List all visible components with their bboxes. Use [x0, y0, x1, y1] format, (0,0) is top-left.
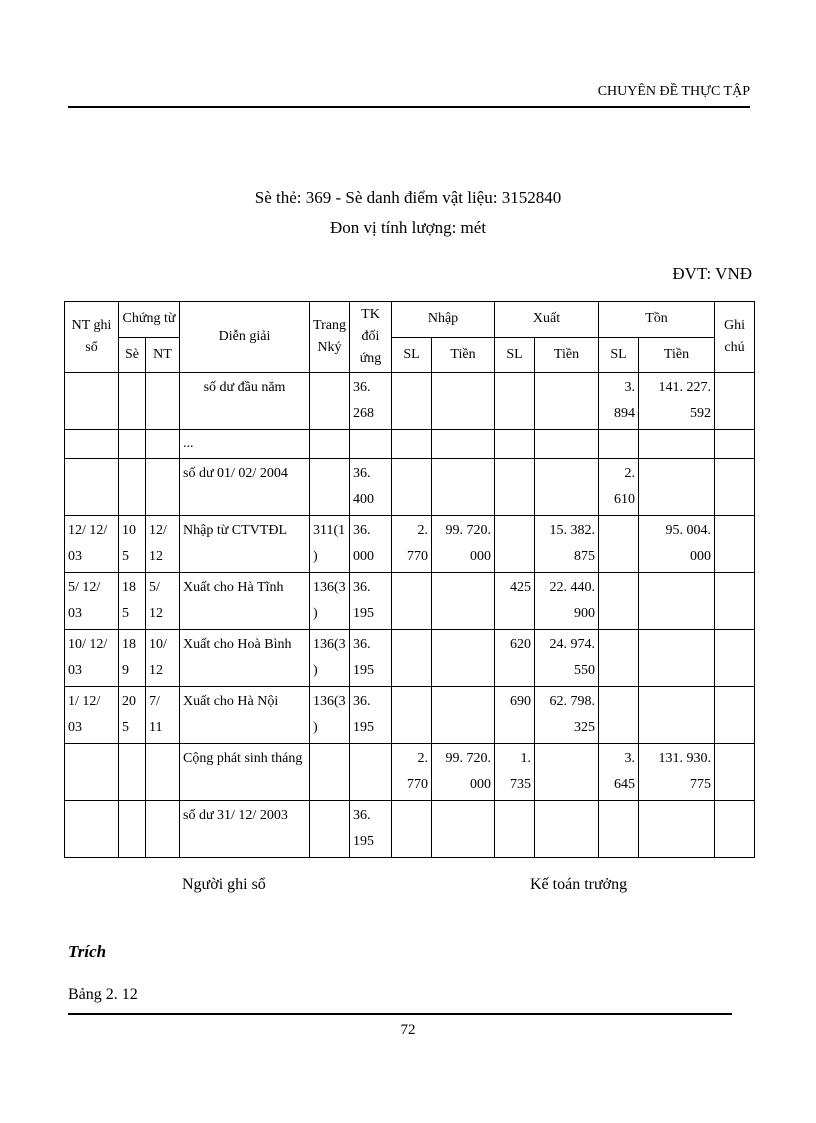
header-row-secondary — [65, 337, 755, 373]
col-trang-nky: Trang Nký — [310, 302, 350, 373]
cell-dien-giai: ... — [180, 430, 310, 459]
cell-so: 205 — [119, 687, 146, 744]
col-nhap-sl: SL — [392, 337, 432, 373]
col-nhap-tien: Tiền — [432, 337, 495, 373]
cell-trang — [310, 801, 350, 858]
cell-nhap-sl — [392, 459, 432, 516]
cell-nt-ghi-so — [65, 801, 119, 858]
inventory-ledger-table — [64, 301, 755, 858]
cell-nt-ghi-so — [65, 744, 119, 801]
cell-nt: 12/ 12 — [146, 516, 180, 573]
cell-nt — [146, 430, 180, 459]
cell-tk: 36. 195 — [350, 801, 392, 858]
col-xuat-sl: SL — [495, 337, 535, 373]
cell-ghi-chu — [715, 630, 755, 687]
cell-ton-sl: 2. 610 — [599, 459, 639, 516]
cell-nhap-sl: 2. 770 — [392, 744, 432, 801]
cell-nhap-tien — [432, 630, 495, 687]
col-xuat: Xuất — [495, 302, 599, 338]
cell-xuat-sl — [495, 516, 535, 573]
table-row — [65, 687, 755, 744]
cell-tk: 36. 268 — [350, 373, 392, 430]
cell-nt-ghi-so — [65, 373, 119, 430]
cell-nt — [146, 801, 180, 858]
cell-nt-ghi-so: 10/ 12/ 03 — [65, 630, 119, 687]
cell-ghi-chu — [715, 373, 755, 430]
cell-tk: 36. 195 — [350, 630, 392, 687]
cell-ton-tien — [639, 459, 715, 516]
cell-trang: 311(1) — [310, 516, 350, 573]
table-row — [65, 744, 755, 801]
cell-trang — [310, 459, 350, 516]
col-nt-ghi-so: NT ghi sổ — [65, 302, 119, 373]
cell-ton-sl — [599, 687, 639, 744]
excerpt-label: Trích — [68, 942, 107, 961]
cell-ghi-chu — [715, 459, 755, 516]
document-header-title: CHUYÊN ĐỀ THỰC TẬP — [597, 84, 750, 99]
cell-ghi-chu — [715, 573, 755, 630]
cell-dien-giai: Xuất cho Hà Nội — [180, 687, 310, 744]
card-title: Sè thẻ: 369 - Sè danh điểm vật liệu: 3152840 — [254, 188, 562, 207]
cell-ton-sl — [599, 801, 639, 858]
cell-ghi-chu — [715, 430, 755, 459]
cell-trang — [310, 744, 350, 801]
cell-xuat-sl: 690 — [495, 687, 535, 744]
cell-trang: 136(3) — [310, 630, 350, 687]
cell-dien-giai: Xuất cho Hoà Bình — [180, 630, 310, 687]
table-caption: Bảng 2. 12 — [68, 986, 138, 1003]
cell-nhap-sl — [392, 687, 432, 744]
cell-so: 105 — [119, 516, 146, 573]
cell-xuat-sl — [495, 430, 535, 459]
col-nhap: Nhập — [392, 302, 495, 338]
cell-ton-tien — [639, 573, 715, 630]
cell-trang: 136(3) — [310, 573, 350, 630]
cell-xuat-tien — [535, 430, 599, 459]
cell-ton-sl: 3. 645 — [599, 744, 639, 801]
cell-nt — [146, 459, 180, 516]
table-row — [65, 573, 755, 630]
cell-nhap-sl — [392, 373, 432, 430]
cell-nhap-sl — [392, 630, 432, 687]
cell-xuat-tien — [535, 801, 599, 858]
cell-xuat-sl — [495, 801, 535, 858]
table-row — [65, 516, 755, 573]
cell-nhap-tien: 99. 720. 000 — [432, 744, 495, 801]
cell-xuat-tien — [535, 744, 599, 801]
cell-dien-giai: Xuất cho Hà Tĩnh — [180, 573, 310, 630]
signature-chief-accountant: Kế toán trưởng — [530, 876, 628, 893]
cell-nt-ghi-so: 5/ 12/ 03 — [65, 573, 119, 630]
cell-dien-giai: số dư 01/ 02/ 2004 — [180, 459, 310, 516]
cell-so: 189 — [119, 630, 146, 687]
cell-tk: 36. 000 — [350, 516, 392, 573]
table-row — [65, 373, 755, 430]
cell-tk: 36. 195 — [350, 687, 392, 744]
cell-nt-ghi-so: 12/ 12/ 03 — [65, 516, 119, 573]
col-ton-sl: SL — [599, 337, 639, 373]
table-row — [65, 630, 755, 687]
cell-ghi-chu — [715, 687, 755, 744]
cell-ton-tien: 131. 930. 775 — [639, 744, 715, 801]
cell-nhap-tien — [432, 373, 495, 430]
cell-nhap-sl — [392, 801, 432, 858]
cell-nhap-tien — [432, 459, 495, 516]
cell-dien-giai: số dư đầu năm — [180, 373, 310, 430]
cell-ton-tien: 95. 004. 000 — [639, 516, 715, 573]
cell-so — [119, 373, 146, 430]
cell-nhap-sl: 2. 770 — [392, 516, 432, 573]
cell-trang — [310, 430, 350, 459]
cell-tk: 36. 400 — [350, 459, 392, 516]
cell-ton-sl — [599, 430, 639, 459]
cell-ton-tien — [639, 687, 715, 744]
cell-xuat-sl — [495, 459, 535, 516]
cell-ton-tien: 141. 227. 592 — [639, 373, 715, 430]
cell-xuat-tien: 24. 974. 550 — [535, 630, 599, 687]
cell-nt-ghi-so: 1/ 12/ 03 — [65, 687, 119, 744]
col-ghi-chu: Ghi chú — [715, 302, 755, 373]
table-row — [65, 430, 755, 459]
col-ton-tien: Tiền — [639, 337, 715, 373]
page-number: 72 — [400, 1022, 416, 1038]
cell-xuat-sl: 1. 735 — [495, 744, 535, 801]
cell-nhap-tien — [432, 430, 495, 459]
cell-ton-sl — [599, 516, 639, 573]
cell-nt-ghi-so — [65, 459, 119, 516]
cell-nhap-tien — [432, 687, 495, 744]
cell-ghi-chu — [715, 744, 755, 801]
table-row — [65, 459, 755, 516]
col-dien-giai: Diễn giải — [180, 302, 310, 373]
cell-trang: 136(3) — [310, 687, 350, 744]
cell-xuat-sl — [495, 373, 535, 430]
table-row — [65, 801, 755, 858]
cell-nt — [146, 373, 180, 430]
cell-nhap-sl — [392, 430, 432, 459]
header-row-primary — [65, 302, 755, 338]
cell-nhap-tien — [432, 801, 495, 858]
cell-so — [119, 430, 146, 459]
cell-xuat-tien: 62. 798. 325 — [535, 687, 599, 744]
cell-ton-tien — [639, 801, 715, 858]
cell-so: 185 — [119, 573, 146, 630]
cell-ton-tien — [639, 430, 715, 459]
cell-xuat-tien: 15. 382. 875 — [535, 516, 599, 573]
cell-xuat-sl: 425 — [495, 573, 535, 630]
cell-nhap-tien: 99. 720. 000 — [432, 516, 495, 573]
col-xuat-tien: Tiền — [535, 337, 599, 373]
col-tk-doi-ung: TK đối ứng — [350, 302, 392, 373]
cell-xuat-tien — [535, 373, 599, 430]
cell-ton-sl — [599, 573, 639, 630]
cell-nhap-sl — [392, 573, 432, 630]
cell-ghi-chu — [715, 801, 755, 858]
col-nt: NT — [146, 337, 180, 373]
cell-dien-giai: Nhập từ CTVTĐL — [180, 516, 310, 573]
cell-ton-sl: 3. 894 — [599, 373, 639, 430]
cell-xuat-tien: 22. 440. 900 — [535, 573, 599, 630]
header-rule — [68, 106, 750, 108]
cell-dien-giai: Cộng phát sinh tháng — [180, 744, 310, 801]
cell-trang — [310, 373, 350, 430]
cell-nhap-tien — [432, 573, 495, 630]
cell-dien-giai: số dư 31/ 12/ 2003 — [180, 801, 310, 858]
signature-recorder: Người ghi sổ — [182, 876, 266, 893]
col-so: Sè — [119, 337, 146, 373]
footer-rule — [68, 1013, 732, 1015]
unit-of-quantity: Đon vị tính lượng: mét — [329, 218, 487, 237]
cell-xuat-sl: 620 — [495, 630, 535, 687]
col-chung-tu: Chứng từ — [119, 302, 180, 338]
cell-nt: 7/ 11 — [146, 687, 180, 744]
cell-ton-sl — [599, 630, 639, 687]
cell-so — [119, 459, 146, 516]
col-ton: Tồn — [599, 302, 715, 338]
cell-so — [119, 744, 146, 801]
cell-nt: 10/ 12 — [146, 630, 180, 687]
cell-nt-ghi-so — [65, 430, 119, 459]
cell-xuat-tien — [535, 459, 599, 516]
cell-ton-tien — [639, 630, 715, 687]
cell-tk: 36. 195 — [350, 573, 392, 630]
currency-unit: ĐVT: VNĐ — [672, 264, 752, 283]
cell-ghi-chu — [715, 516, 755, 573]
cell-nt — [146, 744, 180, 801]
cell-tk — [350, 744, 392, 801]
cell-so — [119, 801, 146, 858]
cell-nt: 5/ 12 — [146, 573, 180, 630]
cell-tk — [350, 430, 392, 459]
